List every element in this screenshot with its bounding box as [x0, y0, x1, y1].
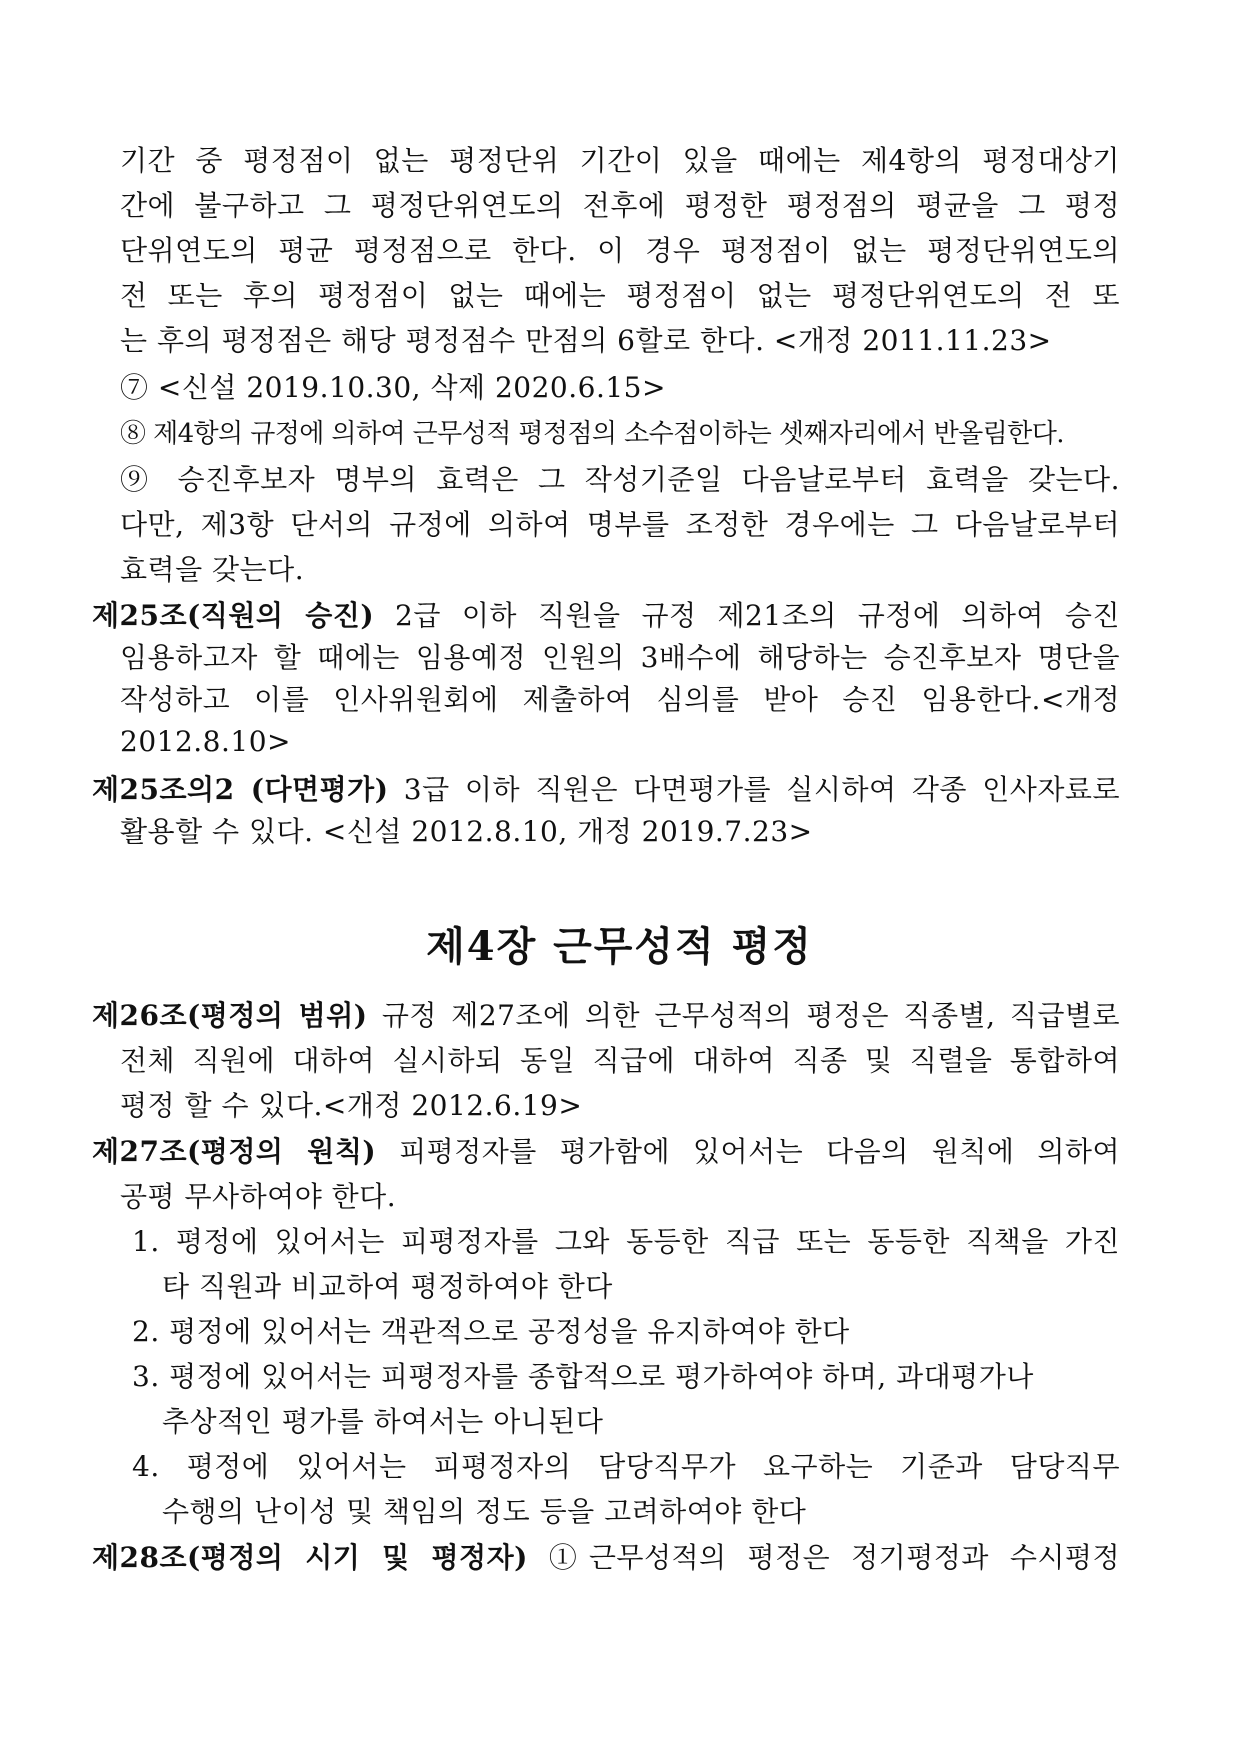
list-item-4: 4. 평정에 있어서는 피평정자의 담당직무가 요구하는 기준과 담당직무: [132, 1450, 1120, 1483]
article-text: ①근무성적의 평정은 정기평정과 수시평정: [527, 1541, 1120, 1574]
article-text: 2급 이하 직원을 규정 제21조의 규정에 의하여 승진: [374, 599, 1120, 632]
paragraph-line: 2012.8.10>: [120, 725, 291, 758]
paragraph-line: 전 또는 후의 평정점이 없는 때에는 평정점이 없는 평정단위연도의 전 또: [120, 279, 1120, 312]
article-heading: 제26조(평정의 범위): [92, 999, 368, 1032]
article-heading: 제25조의2 (다면평가): [92, 773, 389, 806]
clause-9: ⑨ 승진후보자 명부의 효력은 그 작성기준일 다음날로부터 효력을 갖는다.: [120, 463, 1120, 496]
paragraph-line: 작성하고 이를 인사위원회에 제출하여 심의를 받아 승진 임용한다.<개정: [120, 683, 1120, 716]
article-text: 피평정자를 평가함에 있어서는 다음의 원칙에 의하여: [376, 1135, 1120, 1168]
paragraph-line: 다만, 제3항 단서의 규정에 의하여 명부를 조정한 경우에는 그 다음날로부터: [120, 508, 1120, 541]
chapter-title: 제4장 근무성적 평정: [426, 923, 813, 970]
paragraph-line: 평정 할 수 있다.<개정 2012.6.19>: [120, 1089, 583, 1122]
list-item-2: 2. 평정에 있어서는 객관적으로 공정성을 유지하여야 한다: [132, 1315, 850, 1348]
list-item-continuation: 타 직원과 비교하여 평정하여야 한다: [162, 1270, 613, 1303]
paragraph-line: 활용할 수 있다. <신설 2012.8.10, 개정 2019.7.23>: [120, 815, 813, 848]
article-heading: 제28조(평정의 시기 및 평정자): [92, 1541, 528, 1574]
article-heading: 제25조(직원의 승진): [92, 599, 375, 632]
article-text: 규정 제27조에 의한 근무성적의 평정은 직종별, 직급별로: [367, 999, 1120, 1032]
article-text: 3급 이하 직원은 다면평가를 실시하여 각종 인사자료로: [388, 773, 1120, 806]
list-item-3: 3. 평정에 있어서는 피평정자를 종합적으로 평가하여야 하며, 과대평가나: [132, 1360, 1034, 1393]
paragraph-line: 기간 중 평정점이 없는 평정단위 기간이 있을 때에는 제4항의 평정대상기: [120, 144, 1120, 177]
article-heading: 제27조(평정의 원칙): [92, 1135, 377, 1168]
article-25: [92, 598, 1120, 634]
paragraph-line: 전체 직원에 대하여 실시하되 동일 직급에 대하여 직종 및 직렬을 통합하여: [120, 1044, 1120, 1077]
clause-8: ⑧ 제4항의 규정에 의하여 근무성적 평정점의 소수점이하는 셋째자리에서 반올림한다.: [120, 419, 1064, 449]
paragraph-line: 공평 무사하여야 한다.: [120, 1180, 397, 1213]
article-25-2: [92, 772, 1120, 808]
article-28: [92, 1540, 1120, 1576]
paragraph-line: 는 후의 평정점은 해당 평정점수 만점의 6할로 한다. <개정 2011.11.23>: [120, 324, 1052, 357]
list-item-continuation: 수행의 난이성 및 책임의 정도 등을 고려하여야 한다: [162, 1495, 807, 1528]
list-item-continuation: 추상적인 평가를 하여서는 아니된다: [162, 1405, 604, 1438]
list-item-1: 1. 평정에 있어서는 피평정자를 그와 동등한 직급 또는 동등한 직책을 가진: [132, 1225, 1120, 1258]
article-27: [92, 1134, 1120, 1170]
paragraph-line: 임용하고자 할 때에는 임용예정 인원의 3배수에 해당하는 승진후보자 명단을: [120, 641, 1120, 674]
article-26: [92, 998, 1120, 1034]
paragraph-line: 효력을 갖는다.: [120, 553, 305, 586]
paragraph-line: 간에 불구하고 그 평정단위연도의 전후에 평정한 평정점의 평균을 그 평정: [120, 189, 1120, 222]
clause-7: ⑦ <신설 2019.10.30, 삭제 2020.6.15>: [120, 371, 666, 404]
paragraph-line: 단위연도의 평균 평정점으로 한다. 이 경우 평정점이 없는 평정단위연도의: [120, 234, 1120, 267]
